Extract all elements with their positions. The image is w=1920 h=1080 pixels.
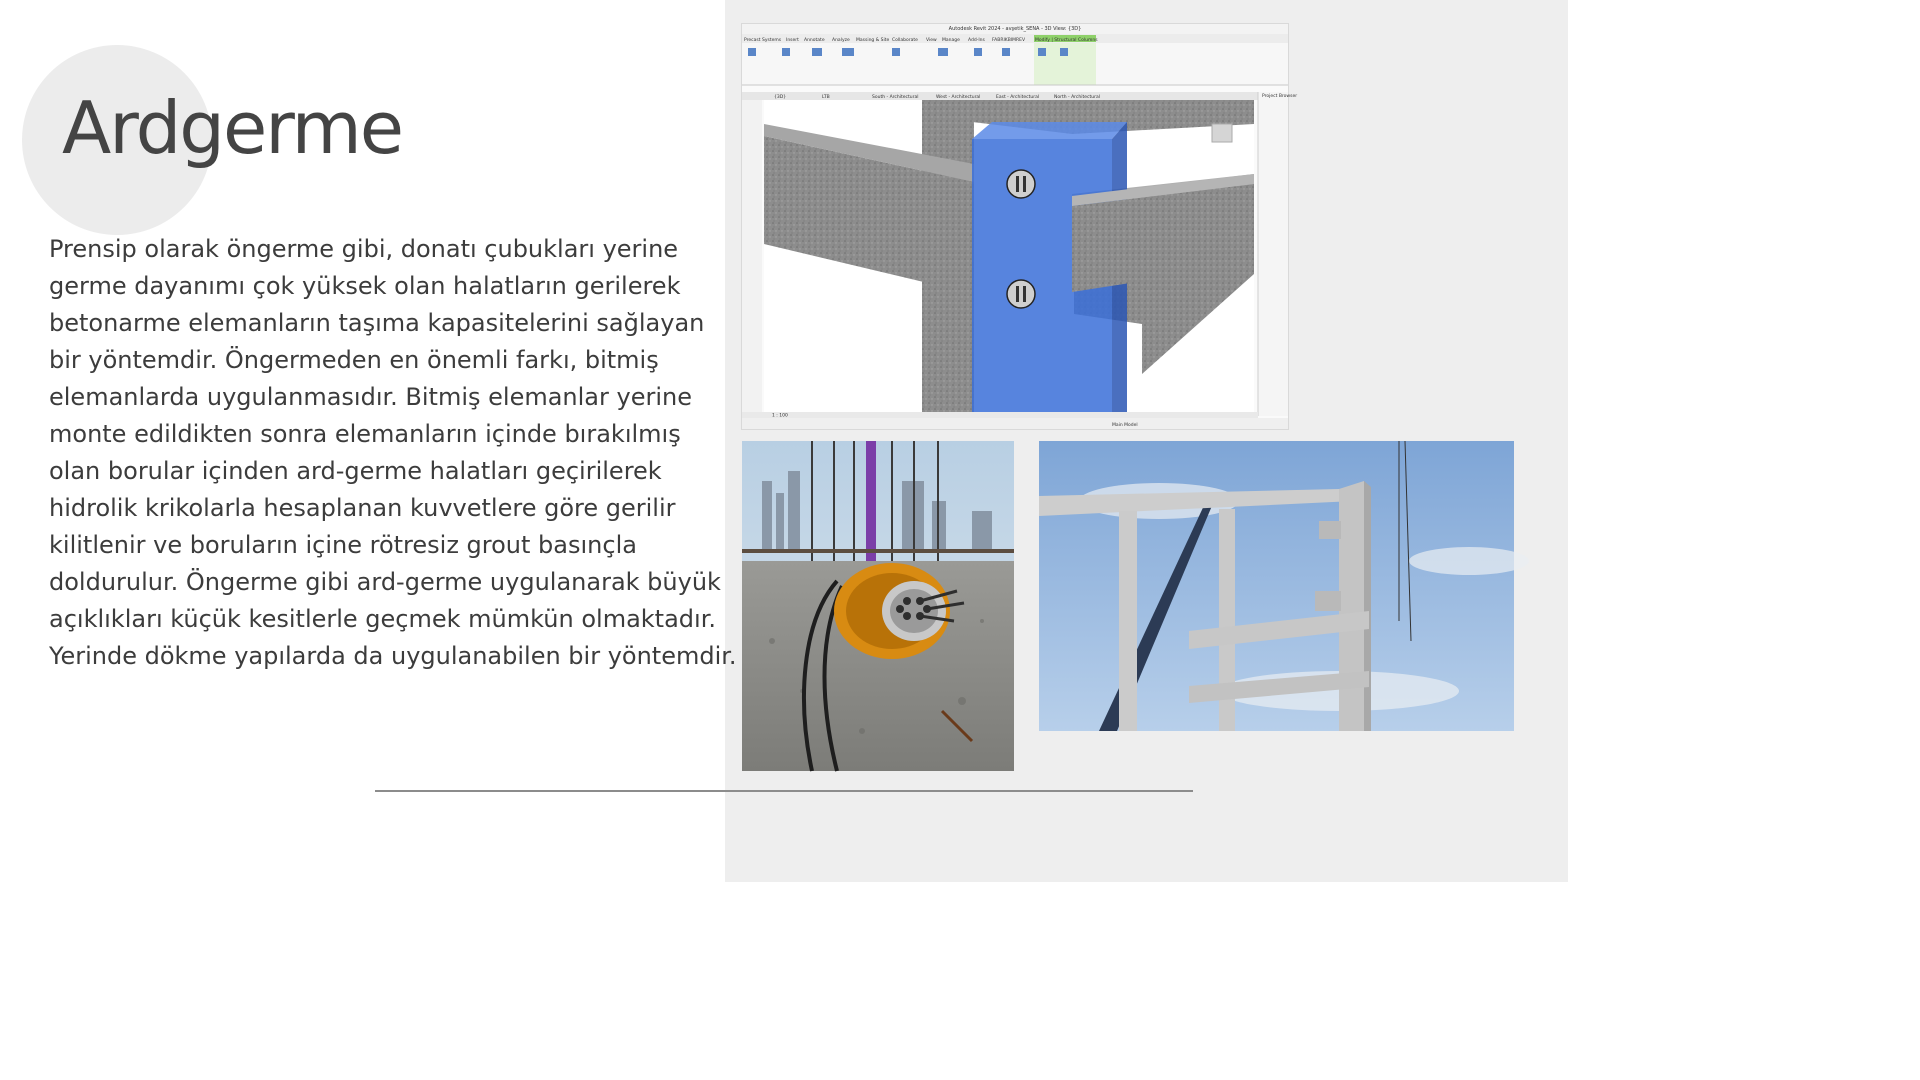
revit-ribbon-tab: Manage (942, 38, 960, 43)
body-text (49, 231, 739, 675)
revit-ribbon-tab: Add-Ins (968, 38, 985, 43)
revit-ribbon-tab: Systems (762, 38, 782, 43)
revit-ribbon-tab: FABRIKBIMREV (992, 38, 1026, 43)
revit-status-model: Main Model (1112, 423, 1138, 428)
revit-view-tab: {3D} (774, 95, 787, 100)
revit-ribbon-tab: Annotate (804, 38, 825, 43)
revit-3d-view-image (741, 23, 1298, 430)
revit-ribbon-tab: Precast (744, 38, 761, 43)
divider-line (375, 790, 1193, 792)
revit-ribbon-tab: Massing & Site (856, 38, 890, 43)
revit-ribbon-tab: Analyze (832, 38, 850, 43)
revit-view-tab: LTB (822, 95, 830, 100)
revit-window-title: Autodesk Revit 2024 - avşetik_SENA - 3D View: {3D} (948, 26, 1082, 32)
revit-ribbon-tab: Collaborate (892, 38, 918, 43)
body-paragraph: Yerinde dökme yapılarda da uygulanabilen bir yöntemdir. (49, 642, 737, 670)
body-paragraph: Prensip olarak öngerme gibi, donatı çubukları yerine germe dayanımı çok yüksek olan halatların gerilerek betonarme elemanların taşıma kapasitelerini sağlayan bir yöntemdir. Öngermeden en önemli farkı, bitmiş elemanlarda uygulanmasıdır. Bitmiş elemanlar yerine monte edildikten sonra elemanların içinde bırakılmış olan borular içinden ard-germe halatları geçirilerek hidrolik krikolarla hesaplanan kuvvetlere göre gerilir kilitlenir ve boruların içine rötresiz grout basınçla doldurulur. Öngerme gibi ard-germe uygulanarak büyük açıklıkları küçük kesitlerle geçmek mümkün olmaktadır. (49, 235, 721, 633)
revit-view-tab: South - Architectural (872, 95, 919, 100)
revit-ribbon-tab: Insert (786, 38, 799, 43)
precast-frame-photo (1039, 441, 1514, 731)
hydraulic-jack-photo (742, 441, 1014, 771)
revit-scale: 1 : 100 (772, 413, 788, 419)
slide-title: Ardgerme (62, 86, 403, 170)
revit-ribbon-tab: View (926, 38, 937, 43)
revit-view-tab: East - Architectural (996, 95, 1040, 100)
revit-ribbon-tab: Modify | Structural Columns (1035, 38, 1098, 43)
revit-view-tab: West - Architectural (936, 95, 981, 100)
revit-project-browser-title: Project Browser (1262, 94, 1298, 99)
revit-view-tab: North - Architectural (1054, 95, 1100, 100)
